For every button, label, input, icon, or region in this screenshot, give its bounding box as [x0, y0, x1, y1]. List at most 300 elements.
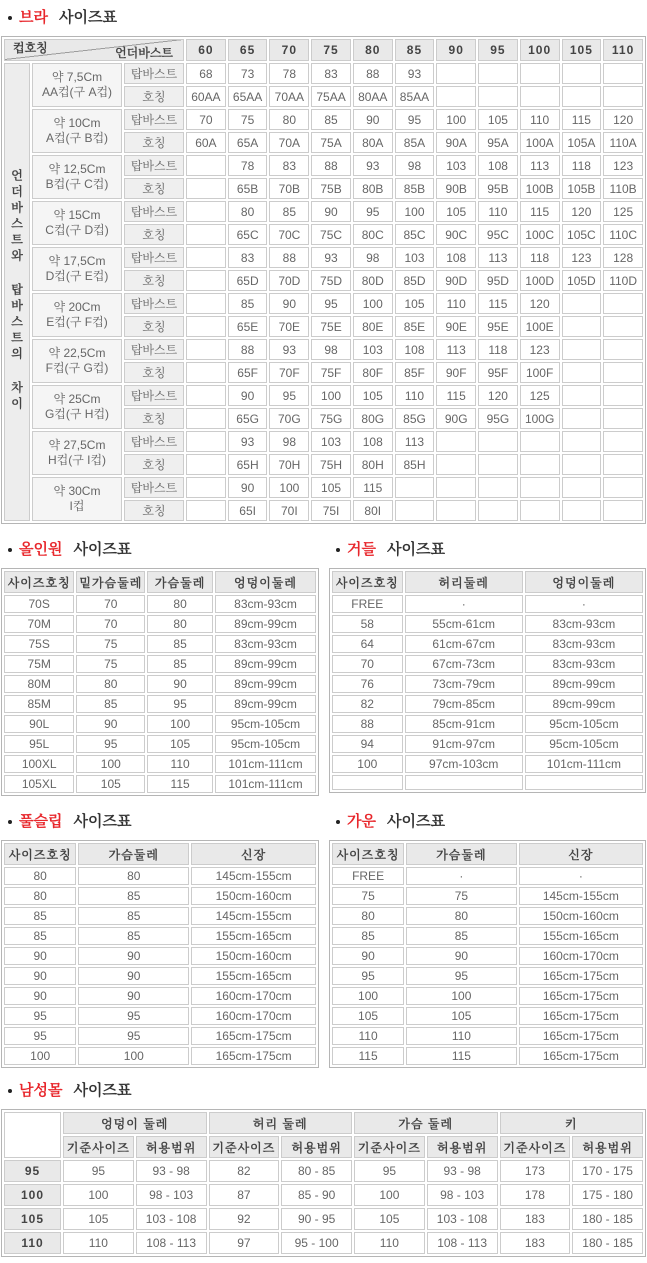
topbust-cell: 88 [311, 155, 351, 176]
topbust-cell: 108 [395, 339, 435, 360]
name-cell [478, 86, 518, 107]
cell: 145cm-155cm [191, 867, 316, 885]
cell: 76 [332, 675, 403, 693]
topbust-row-label: 탑바스트 [124, 109, 184, 130]
name-cell: 80E [353, 316, 393, 337]
table-row [4, 907, 316, 925]
name-row-label: 호칭 [124, 362, 184, 383]
name-cell: 70A [269, 132, 309, 153]
topbust-cell: 118 [562, 155, 602, 176]
bra-topbust-row [4, 109, 643, 130]
topbust-cell: 78 [269, 63, 309, 84]
topbust-cell [520, 431, 560, 452]
topbust-cell: 128 [603, 247, 643, 268]
topbust-cell: 75 [228, 109, 268, 130]
section-title-highlight: 가운 [347, 813, 376, 830]
cell: 180 - 185 [572, 1208, 643, 1230]
cell: 105 [354, 1208, 425, 1230]
header-row [4, 571, 316, 593]
underbust-size-header: 100 [520, 39, 560, 61]
cell: 115 [332, 1047, 404, 1065]
cell: 85 [78, 927, 189, 945]
cell: FREE [332, 595, 403, 613]
topbust-cell [186, 201, 226, 222]
underbust-size-header: 85 [395, 39, 435, 61]
cell: 165cm-175cm [519, 1027, 643, 1045]
cell: 150cm-160cm [519, 907, 643, 925]
cell: · [519, 867, 643, 885]
cell: 150cm-160cm [191, 887, 316, 905]
cell: 85M [4, 695, 74, 713]
cell: 165cm-175cm [519, 1007, 643, 1025]
cell: 80 [4, 867, 76, 885]
cell: 100 [406, 987, 517, 1005]
cup-label [32, 477, 122, 521]
cell: 89cm-99cm [215, 695, 316, 713]
cell: 95cm-105cm [525, 715, 643, 733]
table-row [4, 1007, 316, 1025]
name-cell [478, 500, 518, 521]
topbust-cell [436, 477, 476, 498]
cell: 100 [332, 987, 404, 1005]
table-row [332, 987, 643, 1005]
bra-topbust-row [4, 201, 643, 222]
cell: 178 [500, 1184, 571, 1206]
mens-sub-header-row [4, 1136, 643, 1158]
cell: 90 [332, 947, 404, 965]
table-row [4, 1047, 316, 1065]
cell: 90L [4, 715, 74, 733]
cell: 55cm-61cm [405, 615, 523, 633]
topbust-row-label: 탑바스트 [124, 63, 184, 84]
name-cell [186, 500, 226, 521]
underbust-size-header: 70 [269, 39, 309, 61]
name-cell: 70H [269, 454, 309, 475]
name-cell [562, 500, 602, 521]
name-cell: 70C [269, 224, 309, 245]
allinone-size-table [1, 568, 319, 796]
name-cell [520, 454, 560, 475]
cup-label [32, 431, 122, 475]
cell: 80 [76, 675, 145, 693]
name-cell: 65B [228, 178, 268, 199]
topbust-cell [478, 63, 518, 84]
cell: 73cm-79cm [405, 675, 523, 693]
topbust-cell: 108 [478, 155, 518, 176]
bra-topbust-row [4, 431, 643, 452]
corner-cup-label: 컵호칭 [13, 41, 48, 55]
cell: 95 [78, 1007, 189, 1025]
topbust-cell: 88 [228, 339, 268, 360]
cup-name-label: B컵(구 C컵) [45, 177, 109, 191]
header-row [332, 843, 643, 865]
table-row [332, 595, 643, 613]
name-cell: 100D [520, 270, 560, 291]
cell: · [525, 595, 643, 613]
topbust-cell: 108 [353, 431, 393, 452]
topbust-cell [603, 477, 643, 498]
name-cell: 95D [478, 270, 518, 291]
name-cell: 75B [311, 178, 351, 199]
mens-sub-header: 허용범위 [136, 1136, 207, 1158]
cell: 160cm-170cm [191, 1007, 316, 1025]
cell: 103 - 108 [427, 1208, 498, 1230]
table-row [4, 1208, 643, 1230]
header-row [332, 571, 643, 593]
mens-corner-blank [4, 1112, 61, 1158]
topbust-cell: 115 [562, 109, 602, 130]
cell: 183 [500, 1232, 571, 1254]
name-cell: 90E [436, 316, 476, 337]
cell: 180 - 185 [572, 1232, 643, 1254]
cell: · [405, 595, 523, 613]
topbust-cell [395, 477, 435, 498]
mens-row-label: 105 [4, 1208, 61, 1230]
topbust-cell: 78 [228, 155, 268, 176]
topbust-cell [436, 63, 476, 84]
table-row [332, 735, 643, 753]
name-row-label: 호칭 [124, 454, 184, 475]
cell: 160cm-170cm [519, 947, 643, 965]
cell: 85 [78, 907, 189, 925]
name-cell: 95B [478, 178, 518, 199]
table-row [332, 775, 643, 790]
topbust-cell [520, 477, 560, 498]
topbust-cell: 85 [269, 201, 309, 222]
table-row [332, 655, 643, 673]
name-cell [603, 500, 643, 521]
name-row-label: 호칭 [124, 270, 184, 291]
topbust-cell: 85 [228, 293, 268, 314]
table-row [4, 1232, 643, 1254]
name-cell: 70G [269, 408, 309, 429]
cell: 79cm-85cm [405, 695, 523, 713]
underbust-size-header: 80 [353, 39, 393, 61]
cell: 160cm-170cm [191, 987, 316, 1005]
topbust-cell [562, 293, 602, 314]
topbust-cell: 103 [436, 155, 476, 176]
cup-label [32, 63, 122, 107]
topbust-cell: 103 [395, 247, 435, 268]
name-cell: 90F [436, 362, 476, 383]
topbust-cell: 100 [311, 385, 351, 406]
name-cell: 105D [562, 270, 602, 291]
name-cell [436, 86, 476, 107]
mens-group-header: 엉덩이 둘레 [63, 1112, 207, 1134]
bra-topbust-row [4, 477, 643, 498]
topbust-cell: 95 [353, 201, 393, 222]
name-cell: 65AA [228, 86, 268, 107]
cell: 165cm-175cm [191, 1027, 316, 1045]
cell: 83cm-93cm [525, 655, 643, 673]
fullslip-size-table [1, 840, 319, 1068]
name-cell: 95G [478, 408, 518, 429]
name-cell: 100A [520, 132, 560, 153]
gown-column-header: 사이즈호칭 [332, 843, 404, 865]
cell: FREE [332, 867, 404, 885]
mens-sub-header: 기준사이즈 [63, 1136, 134, 1158]
topbust-cell [603, 339, 643, 360]
allinone-section [1, 534, 319, 796]
cell: 90 [4, 967, 76, 985]
topbust-cell: 73 [228, 63, 268, 84]
section-title-rest: 사이즈표 [73, 541, 132, 558]
topbust-cell [603, 385, 643, 406]
topbust-cell [603, 63, 643, 84]
cell: 85 [76, 695, 145, 713]
name-cell: 95F [478, 362, 518, 383]
cell: 95 [4, 1007, 76, 1025]
table-row [4, 947, 316, 965]
topbust-cell: 93 [269, 339, 309, 360]
name-cell: 110B [603, 178, 643, 199]
topbust-cell: 100 [436, 109, 476, 130]
allinone-section-title [8, 541, 319, 559]
name-cell: 80F [353, 362, 393, 383]
girdle-section [329, 534, 646, 793]
bullet-icon [8, 820, 12, 824]
cell: 95 [78, 1027, 189, 1045]
name-cell: 110A [603, 132, 643, 153]
name-cell [562, 454, 602, 475]
allinone-column-header: 밑가슴둘레 [76, 571, 145, 593]
gown-column-header: 신장 [519, 843, 643, 865]
topbust-cell [562, 63, 602, 84]
cell: 85 - 90 [281, 1184, 352, 1206]
topbust-cell: 115 [436, 385, 476, 406]
section-title-rest: 사이즈표 [386, 813, 445, 830]
table-row [4, 987, 316, 1005]
name-cell [603, 454, 643, 475]
name-cell: 80H [353, 454, 393, 475]
name-cell [186, 224, 226, 245]
topbust-cell [186, 339, 226, 360]
section-title-rest: 사이즈표 [73, 813, 132, 830]
mens-group-header-row [4, 1112, 643, 1134]
mens-row-label: 100 [4, 1184, 61, 1206]
cup-label [32, 201, 122, 245]
cup-diff-label: 약 17,5Cm [48, 254, 106, 268]
name-cell: 65D [228, 270, 268, 291]
name-cell: 100E [520, 316, 560, 337]
bullet-icon [8, 548, 12, 552]
cell: 100 [147, 715, 213, 733]
cell: 115 [147, 775, 213, 793]
cell: 100 [78, 1047, 189, 1065]
table-row [4, 927, 316, 945]
name-cell [186, 454, 226, 475]
topbust-cell: 88 [353, 63, 393, 84]
cup-diff-label: 약 10Cm [53, 116, 101, 130]
cell: 100 [4, 1047, 76, 1065]
name-cell: 75H [311, 454, 351, 475]
cell: 75 [406, 887, 517, 905]
gown-size-table [329, 840, 646, 1068]
cell: 115 [406, 1047, 517, 1065]
cup-name-label: H컵(구 I컵) [47, 453, 107, 467]
cell: 173 [500, 1160, 571, 1182]
topbust-cell: 90 [311, 201, 351, 222]
topbust-cell: 95 [311, 293, 351, 314]
name-cell: 70AA [269, 86, 309, 107]
underbust-size-header: 60 [186, 39, 226, 61]
cell: 95 - 100 [281, 1232, 352, 1254]
name-cell: 65A [228, 132, 268, 153]
cell: 110 [147, 755, 213, 773]
cell: 150cm-160cm [191, 947, 316, 965]
name-cell [562, 362, 602, 383]
name-cell: 80D [353, 270, 393, 291]
topbust-row-label: 탑바스트 [124, 201, 184, 222]
cell: 101cm-111cm [525, 755, 643, 773]
cell: 92 [209, 1208, 280, 1230]
table-row [332, 1047, 643, 1065]
bra-topbust-row [4, 385, 643, 406]
name-cell: 80AA [353, 86, 393, 107]
table-row [332, 695, 643, 713]
name-cell: 75G [311, 408, 351, 429]
cell: 105 [406, 1007, 517, 1025]
cup-name-label: F컵(구 G컵) [45, 361, 109, 375]
cell [405, 775, 523, 790]
cell: 85 [147, 635, 213, 653]
bra-section-title [8, 9, 646, 27]
cell [332, 775, 403, 790]
cell: 75 [332, 887, 404, 905]
cell: 95cm-105cm [525, 735, 643, 753]
table-row [332, 1027, 643, 1045]
cell: 83cm-93cm [215, 595, 316, 613]
name-cell: 70D [269, 270, 309, 291]
cell: 82 [209, 1160, 280, 1182]
cell: 165cm-175cm [519, 987, 643, 1005]
bra-corner-header [4, 39, 184, 61]
topbust-cell: 105 [436, 201, 476, 222]
cell: 170 - 175 [572, 1160, 643, 1182]
topbust-cell: 93 [228, 431, 268, 452]
topbust-cell [562, 339, 602, 360]
topbust-cell: 95 [269, 385, 309, 406]
name-cell: 85H [395, 454, 435, 475]
cup-name-label: G컵(구 H컵) [44, 407, 110, 421]
cell: 95 [76, 735, 145, 753]
topbust-cell: 125 [520, 385, 560, 406]
topbust-cell: 113 [520, 155, 560, 176]
cell: 175 - 180 [572, 1184, 643, 1206]
table-row [4, 735, 316, 753]
table-row [332, 947, 643, 965]
name-cell: 90C [436, 224, 476, 245]
table-row [4, 755, 316, 773]
cup-diff-label: 약 12,5Cm [48, 162, 106, 176]
name-cell: 85B [395, 178, 435, 199]
topbust-cell: 98 [353, 247, 393, 268]
name-row-label: 호칭 [124, 178, 184, 199]
mens-sub-header: 허용범위 [281, 1136, 352, 1158]
cell: 87 [209, 1184, 280, 1206]
topbust-cell [186, 155, 226, 176]
table-row [332, 1007, 643, 1025]
topbust-cell: 68 [186, 63, 226, 84]
cup-name-label: C컵(구 D컵) [45, 223, 109, 237]
table-row [4, 635, 316, 653]
cell: 89cm-99cm [215, 655, 316, 673]
mens-section-title [8, 1082, 646, 1100]
topbust-cell: 90 [228, 477, 268, 498]
name-cell: 70I [269, 500, 309, 521]
cell: 89cm-99cm [215, 675, 316, 693]
topbust-cell: 120 [562, 201, 602, 222]
bra-topbust-row [4, 339, 643, 360]
cup-label [32, 385, 122, 429]
cup-name-label: E컵(구 F컵) [46, 315, 108, 329]
cell: 70M [4, 615, 74, 633]
topbust-cell: 90 [269, 293, 309, 314]
cell: 105 [76, 775, 145, 793]
bra-topbust-row [4, 247, 643, 268]
cell: 165cm-175cm [519, 967, 643, 985]
mens-sub-header: 기준사이즈 [354, 1136, 425, 1158]
cell: · [406, 867, 517, 885]
mens-section [1, 1082, 646, 1257]
name-cell: 110C [603, 224, 643, 245]
fullslip-section [1, 806, 319, 1068]
topbust-cell [562, 477, 602, 498]
name-cell: 105B [562, 178, 602, 199]
underbust-size-header: 90 [436, 39, 476, 61]
name-cell: 90G [436, 408, 476, 429]
name-cell [478, 454, 518, 475]
allinone-column-header: 엉덩이둘레 [215, 571, 316, 593]
cell: 155cm-165cm [191, 967, 316, 985]
bra-section [1, 9, 646, 524]
cell: 95 [354, 1160, 425, 1182]
section-title-highlight: 남성몰 [19, 1082, 63, 1099]
row-fullslip-gown [1, 806, 646, 1068]
cell: 105 [332, 1007, 404, 1025]
cup-name-label: I컵 [69, 499, 85, 513]
section-title-rest: 사이즈표 [58, 9, 117, 26]
topbust-cell [520, 63, 560, 84]
corner-underbust-label: 언더바스트 [115, 46, 174, 60]
name-cell: 85F [395, 362, 435, 383]
topbust-cell: 98 [395, 155, 435, 176]
cell: 88 [332, 715, 403, 733]
name-cell [603, 86, 643, 107]
fullslip-column-header: 가슴둘레 [78, 843, 189, 865]
topbust-cell: 105 [353, 385, 393, 406]
cell: 70 [76, 595, 145, 613]
topbust-cell [436, 431, 476, 452]
underbust-size-header: 95 [478, 39, 518, 61]
section-title-highlight: 풀슬립 [19, 813, 63, 830]
name-cell: 105C [562, 224, 602, 245]
topbust-cell: 113 [395, 431, 435, 452]
cell: 95 [4, 1027, 76, 1045]
bullet-icon [8, 16, 12, 20]
cell: 83cm-93cm [525, 615, 643, 633]
cell: 85 [78, 887, 189, 905]
cell: 95 [147, 695, 213, 713]
cell: 105 [63, 1208, 134, 1230]
topbust-cell: 90 [353, 109, 393, 130]
table-row [332, 615, 643, 633]
table-row [4, 695, 316, 713]
cell: 89cm-99cm [215, 615, 316, 633]
name-cell: 60AA [186, 86, 226, 107]
topbust-cell: 103 [353, 339, 393, 360]
bullet-icon [336, 548, 340, 552]
